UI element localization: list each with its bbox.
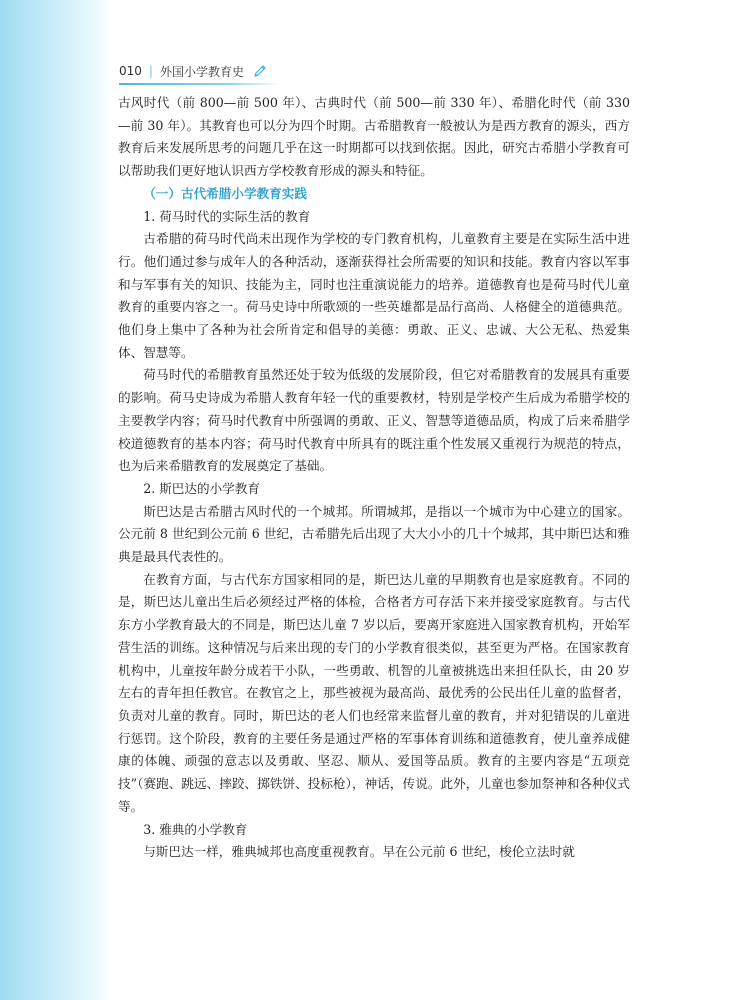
subsection-title-sparta: 2. 斯巴达的小学教育 <box>143 480 260 496</box>
subsection-title-athens: 3. 雅典的小学教育 <box>143 821 248 837</box>
athens-paragraph-1: 与斯巴达一样，雅典城邦也高度重视教育。早在公元前 6 世纪，梭伦立法时就 <box>143 844 575 860</box>
book-title: 外国小学教育史 <box>159 64 244 79</box>
pencil-icon <box>252 63 268 79</box>
page-header <box>119 61 268 81</box>
decorative-side-band <box>0 0 112 1000</box>
section-title: （一）古代希腊小学教育实践 <box>143 185 307 201</box>
header-separator: | <box>148 64 153 78</box>
sparta-paragraph-2: 在教育方面，与古代东方国家相同的是，斯巴达儿童的早期教育也是家庭教育。不同的是，斯巴达儿童出生后必须经过严格的体检，合格者方可存活下来并接受家庭教育。与古代东方小学教育最大的不同是，斯巴达儿童 7 岁以后，要离开家庭进入国家教育机构，开始军营生活的训练。这种情况与后来出现的专门的小学教育很类似，甚至更为严格。在国家教育机构中，儿童按年龄分成若干小队，一些勇敢、机智的儿童被挑选出来担任队长，由 20 岁左右的青年担任教官。在教官之上，那些被视为最高尚、最优秀的公民出任儿童的监督者，负责对儿童的教育。同时，斯巴达的老人们也经常来监督儿童的教育，并对犯错误的儿童进行惩罚。这个阶段，教育的主要任务是通过严格的军事体育训练和道德教育，使儿童养成健康的体魄、顽强的意志以及勇敢、坚忍、顺从、爱国等品质。教育的主要内容是“五项竞技”（赛跑、跳远、摔跤、掷铁饼、投标枪），神话，传说。此外，儿童也参加祭神和各种仪式等。 <box>118 571 630 814</box>
subsection-title-homer: 1. 荷马时代的实际生活的教育 <box>143 208 311 224</box>
header-underline <box>119 83 279 85</box>
sparta-paragraph-1: 斯巴达是古希腊古风时代的一个城邦。所谓城邦，是指以一个城市为中心建立的国家。公元前 8 世纪到公元前 6 世纪，古希腊先后出现了大大小小的几十个城邦，其中斯巴达和雅典是最具代表性的。 <box>118 503 630 565</box>
homer-paragraph-2: 荷马时代的希腊教育虽然还处于较为低级的发展阶段，但它对希腊教育的发展具有重要的影响。荷马史诗成为希腊人教育年轻一代的重要教材，特别是学校产生后成为希腊学校的主要教学内容；荷马时代教育中所强调的勇敢、正义、智慧等道德品质，构成了后来希腊学校道德教育的基本内容；荷马时代教育中所具有的既注重个性发展又重视行为规范的特点，也为后来希腊教育的发展奠定了基础。 <box>118 367 630 474</box>
homer-paragraph-1: 古希腊的荷马时代尚未出现作为学校的专门教育机构，儿童教育主要是在实际生活中进行。他们通过参与成年人的各种活动，逐渐获得社会所需要的知识和技能。教育内容以军事和与军事有关的知识、技能为主，同时也注重演说能力的培养。道德教育也是荷马时代儿童教育的重要内容之一。荷马史诗中所歌颂的一些英雄都是品行高尚、人格健全的道德典范。他们身上集中了各种为社会所肯定和倡导的美德：勇敢、正义、忠诚、大公无私、热爱集体、智慧等。 <box>118 231 630 360</box>
page-number: 010 <box>119 64 142 78</box>
intro-paragraph: 古风时代（前 800—前 500 年）、古典时代（前 500—前 330 年）、希腊化时代（前 330—前 30 年）。其教育也可以分为四个时期。古希腊教育一般被认为是西方教育的源头，西方教育后来发展所思考的问题几乎在这一时期都可以找到依据。因此，研究古希腊小学教育可以帮助我们更好地认识西方学校教育形成的源头和特征。 <box>118 95 630 179</box>
page-body <box>118 92 630 864</box>
